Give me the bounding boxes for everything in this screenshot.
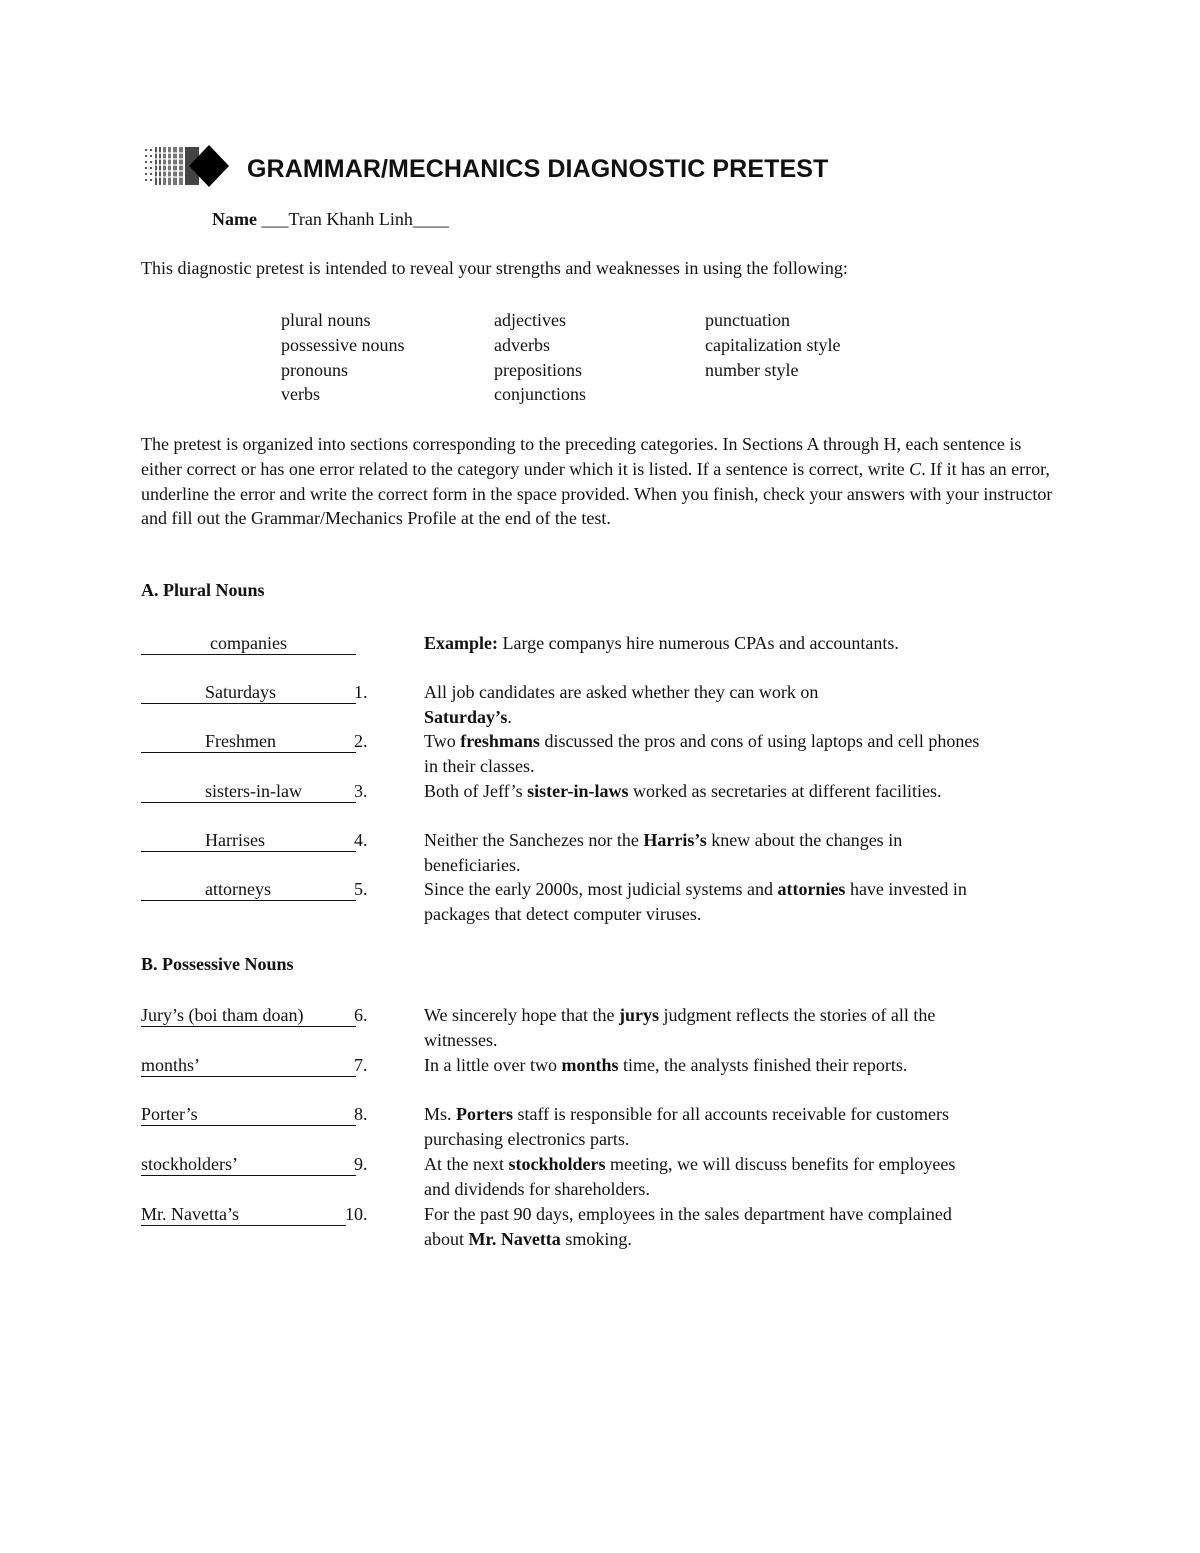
section-a-heading: A. Plural Nouns <box>141 580 265 600</box>
answer-field-3[interactable] <box>141 780 356 803</box>
answer-10: Mr. Navetta’s <box>141 1204 239 1224</box>
question-6-after: judgment reflects the stories of all the witnesses. <box>424 1005 936 1050</box>
question-number-9: 9. <box>354 1154 368 1174</box>
question-2 <box>424 729 994 779</box>
question-number-1: 1. <box>354 682 368 702</box>
category-item: verbs <box>281 384 320 405</box>
answer-field-4[interactable] <box>141 829 356 852</box>
example-text: Large companys hire numerous CPAs and accountants. <box>498 633 899 653</box>
question-3 <box>424 779 984 804</box>
question-number-7: 7. <box>354 1055 368 1075</box>
answer-field-8[interactable] <box>141 1103 356 1126</box>
category-column-1 <box>281 308 405 407</box>
question-2-error: freshmans <box>460 731 540 751</box>
answer-field-9[interactable] <box>141 1153 356 1176</box>
page-title: GRAMMAR/MECHANICS DIAGNOSTIC PRETEST <box>247 155 829 183</box>
question-2-after: discussed the pros and cons of using laptops and cell phones in their classes. <box>424 731 980 776</box>
question-9-after: meeting, we will discuss benefits for employees and dividends for shareholders. <box>424 1154 956 1199</box>
answer-2: Freshmen <box>205 731 276 751</box>
instructions-c-letter: C <box>909 458 922 479</box>
category-item: punctuation <box>705 310 790 330</box>
question-4 <box>424 828 984 878</box>
example-label: Example: <box>424 633 498 653</box>
question-5-error: attornies <box>777 879 846 899</box>
answer-field-5[interactable] <box>141 878 356 901</box>
category-item: conjunctions <box>494 384 586 405</box>
question-4-after: knew about the changes in beneficiaries. <box>424 830 903 875</box>
category-item: number style <box>705 359 799 380</box>
question-8 <box>424 1102 984 1152</box>
question-6 <box>424 1003 994 1053</box>
answer-field-2[interactable] <box>141 730 356 753</box>
question-number-4: 4. <box>354 830 368 850</box>
question-10 <box>424 1202 984 1252</box>
name-value: ___Tran Khanh Linh____ <box>261 209 449 229</box>
section-b-heading: B. Possessive Nouns <box>141 954 294 974</box>
question-9-before: At the next <box>424 1154 509 1174</box>
category-column-2 <box>494 308 586 407</box>
category-item: plural nouns <box>281 310 371 330</box>
question-8-before: Ms. <box>424 1104 457 1124</box>
question-7 <box>424 1053 954 1078</box>
question-10-before: For the past 90 days, employees in the sales department have complained about <box>424 1204 952 1249</box>
answer-6: Jury’s (boi tham doan) <box>141 1005 304 1025</box>
question-number-5: 5. <box>354 879 368 899</box>
question-3-error: sister-in-laws <box>527 781 629 801</box>
category-item: adjectives <box>494 310 566 330</box>
answer-1: Saturdays <box>205 682 276 702</box>
question-10-after: smoking. <box>560 1228 632 1249</box>
answer-7: months’ <box>141 1055 201 1075</box>
question-7-after: time, the analysts finished their reports. <box>618 1055 908 1075</box>
answer-field-6[interactable] <box>141 1004 356 1027</box>
answer-field-10[interactable] <box>141 1203 346 1226</box>
question-7-error: months <box>561 1055 619 1075</box>
question-7-before: In a little over two <box>424 1055 562 1075</box>
instructions-paragraph <box>141 432 1061 531</box>
question-10-error: Mr. Navetta <box>468 1228 561 1249</box>
category-item: prepositions <box>494 359 582 380</box>
name-label: Name <box>212 209 257 229</box>
question-3-before: Both of Jeff’s <box>424 781 528 801</box>
question-number-8: 8. <box>354 1104 368 1124</box>
name-line <box>212 209 449 230</box>
category-item: capitalization style <box>705 334 841 355</box>
answer-field-1[interactable] <box>141 681 356 704</box>
question-number-6: 6. <box>354 1005 368 1025</box>
category-item: adverbs <box>494 334 550 355</box>
question-1 <box>424 680 1024 730</box>
question-5-after: have invested in packages that detect computer viruses. <box>424 879 967 924</box>
question-8-after: staff is responsible for all accounts receivable for customers purchasing electronics parts. <box>424 1104 950 1149</box>
question-4-before: Neither the Sanchezes nor the <box>424 830 644 850</box>
instructions-part2: . If it has an error, underline the error and write the correct form in the space provided. When you finish, check your answers with your instructor and fill out the Grammar/Mechanics Profile at the end of the test. <box>141 458 1053 529</box>
title-row <box>143 143 1043 193</box>
category-item: possessive nouns <box>281 334 405 355</box>
question-5 <box>424 877 994 927</box>
intro-text: This diagnostic pretest is intended to reveal your strengths and weaknesses in using the following: <box>141 258 848 278</box>
diamond-logo-icon <box>143 143 233 191</box>
example-answer: companies <box>210 633 287 653</box>
answer-4: Harrises <box>205 830 265 850</box>
answer-3: sisters-in-law <box>205 781 302 801</box>
answer-8: Porter’s <box>141 1104 198 1124</box>
question-3-after: worked as secretaries at different facilities. <box>628 781 942 801</box>
question-6-before: We sincerely hope that the <box>424 1005 619 1025</box>
instructions-part1: The pretest is organized into sections corresponding to the preceding categories. In Sections A through H, each sentence is either correct or has one error related to the category under which it is listed. If a sentence is correct, write <box>141 434 1022 479</box>
category-item: pronouns <box>281 359 348 380</box>
question-number-2: 2. <box>354 731 368 751</box>
question-8-error: Porters <box>456 1104 513 1124</box>
question-number-10: 10. <box>345 1204 368 1224</box>
example-question <box>424 631 1024 656</box>
answer-5: attorneys <box>205 879 271 899</box>
question-4-error: Harris’s <box>643 830 707 850</box>
question-6-error: jurys <box>618 1005 659 1025</box>
question-2-before: Two <box>424 731 461 751</box>
question-1-before: All job candidates are asked whether they can work on <box>424 682 819 702</box>
question-5-before: Since the early 2000s, most judicial systems and <box>424 879 778 899</box>
answer-field-7[interactable] <box>141 1054 356 1077</box>
category-column-3 <box>705 308 840 382</box>
question-number-3: 3. <box>354 781 368 801</box>
question-1-error: Saturday’s <box>424 706 508 727</box>
answer-9: stockholders’ <box>141 1154 238 1174</box>
example-answer-field[interactable] <box>141 632 356 655</box>
question-1-after: . <box>507 706 512 727</box>
question-9-error: stockholders <box>508 1154 606 1174</box>
question-9 <box>424 1152 984 1202</box>
